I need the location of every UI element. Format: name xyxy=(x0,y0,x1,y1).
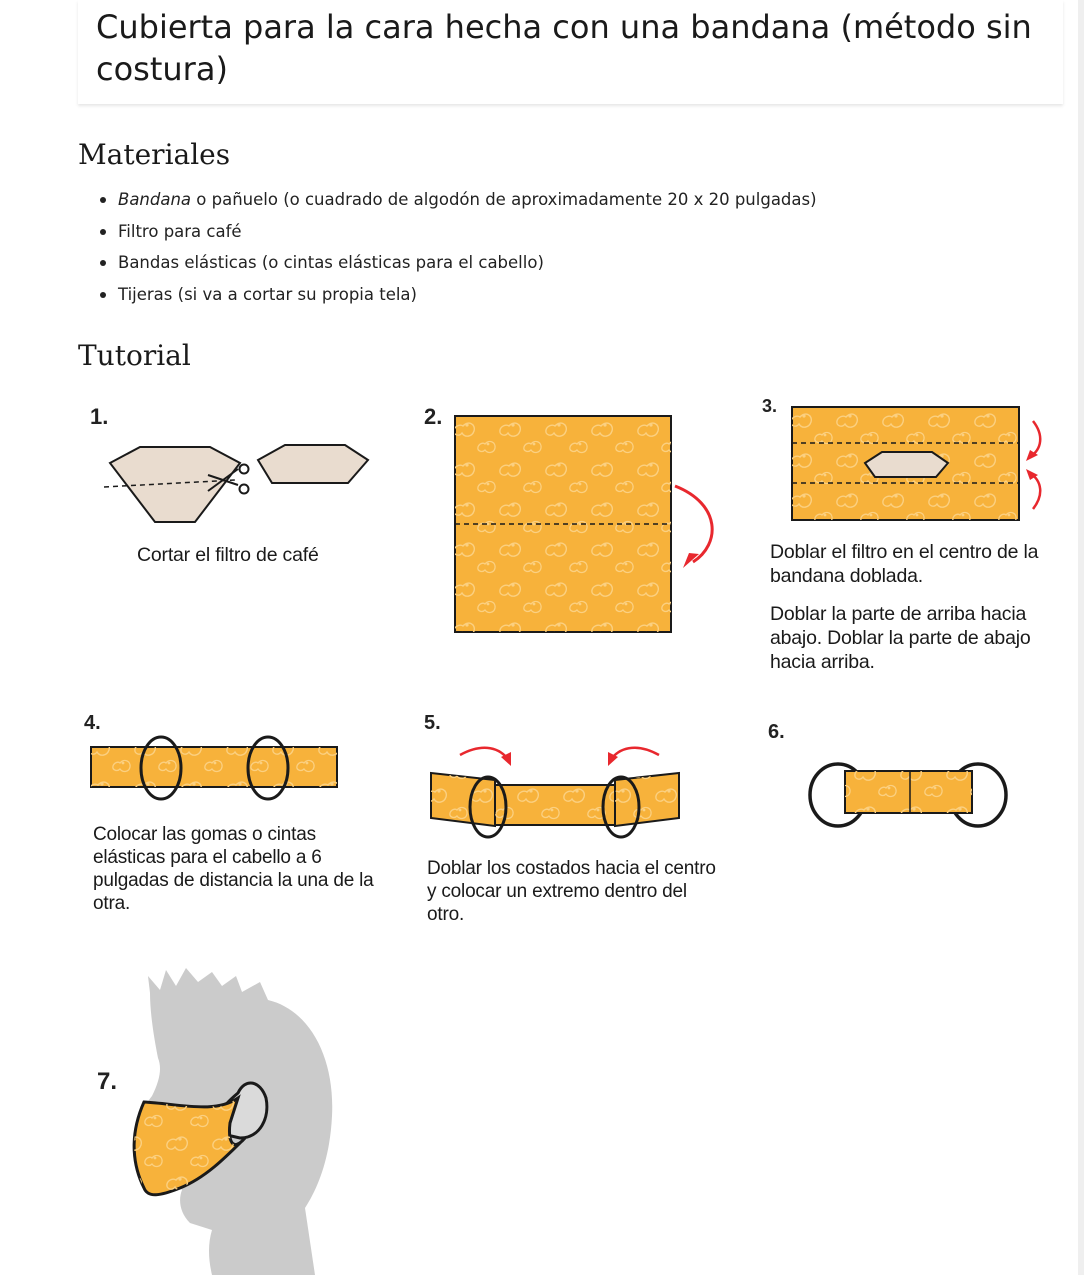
materials-list-item xyxy=(97,281,817,313)
step-3-caption-2: Doblar la parte de arriba hacia abajo. Doblar la parte de abajo hacia arriba. xyxy=(770,603,1031,673)
materials-list-item xyxy=(97,218,817,250)
title-card xyxy=(78,0,1063,104)
materials-item-text: Tijeras (si va a cortar su propia tela) xyxy=(118,284,417,304)
page-title: Cubierta para la cara hecha con una bandana (método sin costura) xyxy=(96,8,1032,88)
coffee-filter-icon xyxy=(110,447,240,522)
step-6-illustration xyxy=(808,758,1013,833)
step-5-caption: Doblar los costados hacia el centro y colocar un extremo dentro del otro. xyxy=(427,858,716,925)
materials-item-emphasis: Bandana xyxy=(118,190,192,209)
step-3-number: 3. xyxy=(762,396,778,416)
step-2-illustration xyxy=(453,414,718,636)
step-7-illustration xyxy=(120,968,380,1275)
materials-list xyxy=(97,186,817,312)
step-4-number: 4. xyxy=(84,712,101,734)
step-1-number: 1. xyxy=(90,404,109,429)
step-7-number: 7. xyxy=(97,1068,118,1095)
step-4-illustration xyxy=(88,733,343,803)
step-2-number: 2. xyxy=(424,404,443,429)
cut-filter-icon xyxy=(258,445,368,483)
fold-down-arrow xyxy=(675,486,712,562)
coffee-filter-icon xyxy=(865,452,948,477)
scrollbar[interactable] xyxy=(1078,0,1084,1275)
fold-in-arrow-left xyxy=(460,748,507,758)
bandana-strip-pattern xyxy=(91,747,337,787)
materials-item-text: Bandas elásticas (o cintas elásticas para el cabello) xyxy=(118,253,544,273)
materials-heading: Materiales xyxy=(78,138,231,171)
tutorial-heading: Tutorial xyxy=(78,339,191,372)
materials-list-item xyxy=(97,186,817,218)
step-1-illustration xyxy=(100,435,375,530)
step-3-illustration xyxy=(790,405,1050,525)
step-5-number: 5. xyxy=(424,712,441,734)
step-6-number: 6. xyxy=(768,721,785,743)
fold-in-arrow-right xyxy=(612,748,659,758)
step-3-caption-1: Doblar el filtro en el centro de la bandana doblada. xyxy=(770,541,1039,587)
materials-item-text: o pañuelo (o cuadrado de algodón de aproximadamente 20 x 20 pulgadas) xyxy=(191,190,817,209)
step-5-illustration xyxy=(425,740,690,845)
step-1-caption: Cortar el filtro de café xyxy=(137,544,319,566)
materials-list-item xyxy=(97,249,817,281)
step-4-caption: Colocar las gomas o cintas elásticas para el cabello a 6 pulgadas de distancia la una de la otra. xyxy=(93,824,374,914)
materials-item-text: Filtro para café xyxy=(118,221,242,241)
